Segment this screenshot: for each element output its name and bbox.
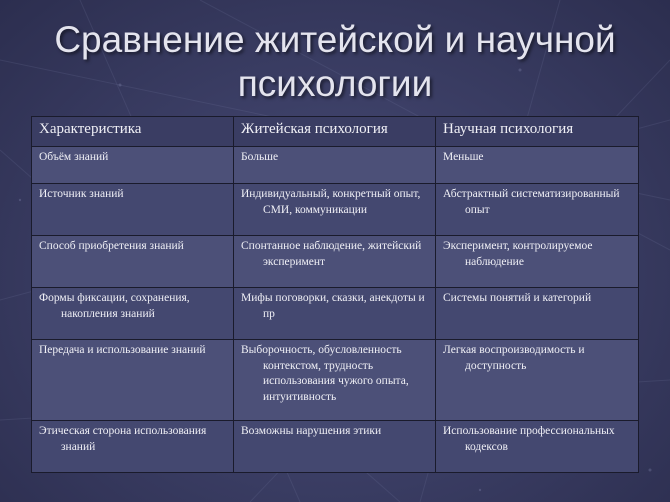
characteristic-cell [32,421,234,473]
scientific-psychology-cell [436,236,639,288]
characteristic-cell [32,288,234,340]
table-row [32,184,639,236]
comparison-table [31,116,639,473]
cell-text: Меньше [443,151,484,163]
scientific-psychology-cell [436,288,639,340]
cell-text: Системы понятий и категорий [443,292,592,304]
cell-text: Этическая сторона использования знаний [39,425,207,453]
characteristic-cell [32,147,234,184]
cell-text: Эксперимент, контролируемое наблюдение [443,240,593,268]
page-title [0,18,670,106]
page-title-line1: Сравнение житейской и научной [54,19,616,60]
table-row [32,288,639,340]
table-row [32,236,639,288]
characteristic-cell [32,184,234,236]
scientific-psychology-cell [436,147,639,184]
cell-text: Способ приобретения знаний [39,240,184,252]
cell-text: Легкая воспроизводимость и доступность [443,344,585,372]
table-row [32,340,639,421]
cell-text: Индивидуальный, конкретный опыт, СМИ, коммуникации [241,188,421,216]
header-scientific-psychology: Научная психология [436,117,639,147]
everyday-psychology-cell [234,340,436,421]
characteristic-cell [32,340,234,421]
cell-text: Возможны нарушения этики [241,425,382,437]
page-title-line2: психологии [237,63,433,104]
everyday-psychology-cell [234,421,436,473]
cell-text: Объём знаний [39,151,109,163]
cell-text: Больше [241,151,279,163]
scientific-psychology-cell [436,421,639,473]
cell-text: Абстрактный систематизированный опыт [443,188,620,216]
table-row [32,421,639,473]
cell-text: Использование профессиональных кодексов [443,425,615,453]
cell-text: Спонтанное наблюдение, житейский эксперимент [241,240,422,268]
cell-text: Передача и использование знаний [39,344,206,356]
cell-text: Источник знаний [39,188,124,200]
characteristic-cell [32,236,234,288]
cell-text: Мифы поговорки, сказки, анекдоты и пр [241,292,425,320]
everyday-psychology-cell [234,147,436,184]
table-header-row [32,117,639,147]
everyday-psychology-cell [234,288,436,340]
everyday-psychology-cell [234,236,436,288]
header-characteristic: Характеристика [32,117,234,147]
header-everyday-psychology: Житейская психология [234,117,436,147]
table-row [32,147,639,184]
cell-text: Формы фиксации, сохранения, накопления знаний [39,292,190,320]
scientific-psychology-cell [436,340,639,421]
scientific-psychology-cell [436,184,639,236]
cell-text: Выборочность, обусловленность контекстом, трудность использования чужого опыта, интуитивность [241,344,409,403]
everyday-psychology-cell [234,184,436,236]
